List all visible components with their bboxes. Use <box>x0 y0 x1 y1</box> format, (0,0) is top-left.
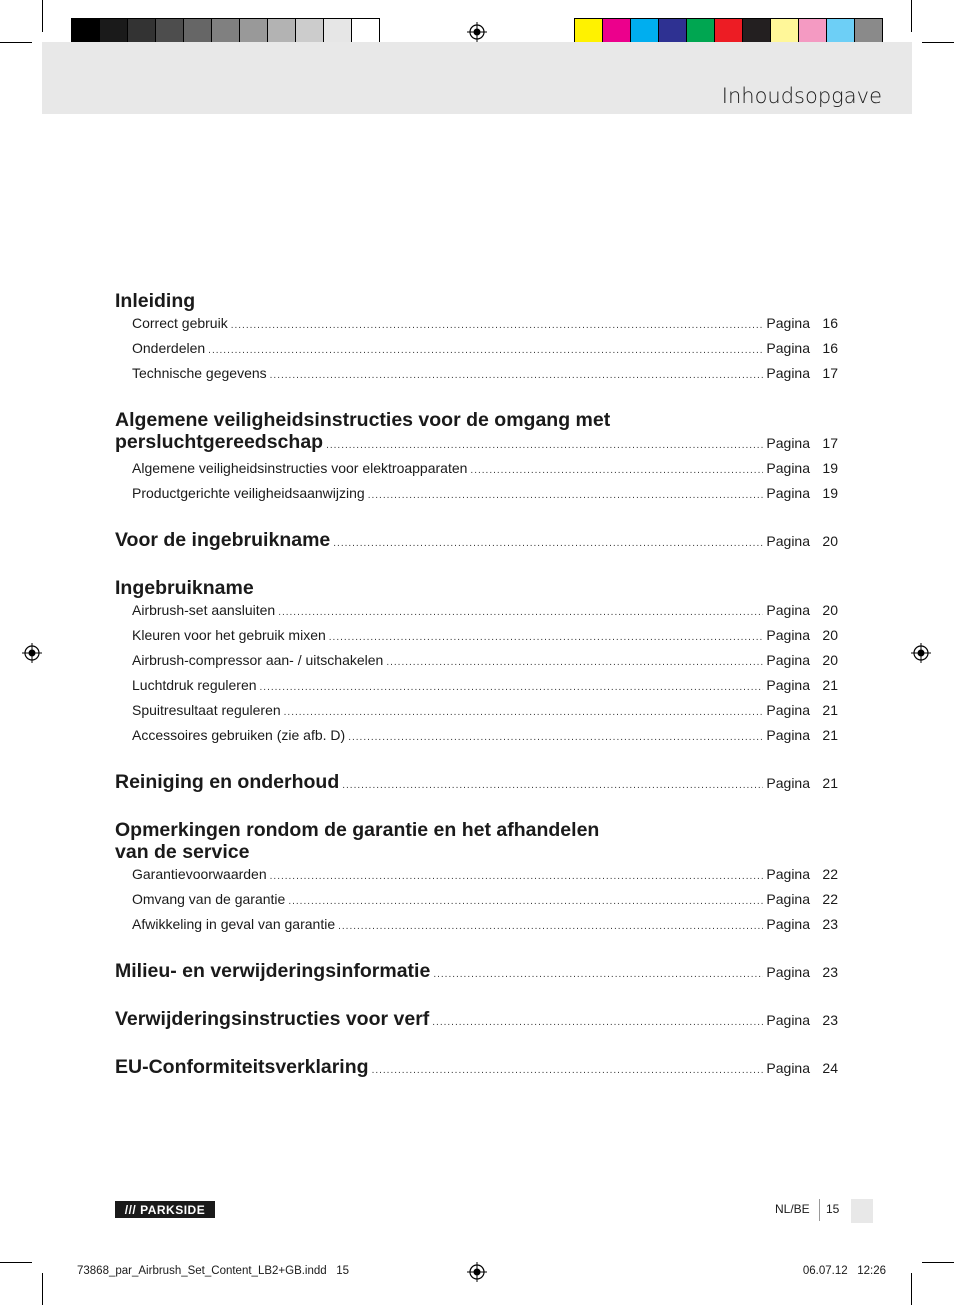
registration-mark-icon <box>911 643 931 663</box>
registration-mark-icon <box>22 643 42 663</box>
toc-entry[interactable] <box>115 913 838 938</box>
page-ref: 22 <box>822 891 838 907</box>
entry-label: Algemene veiligheidsinstructies voor elektroapparaten <box>132 460 468 476</box>
page-ref: 16 <box>822 340 838 356</box>
section-title: Verwijderingsinstructies voor verf <box>115 1008 430 1030</box>
toc-section <box>115 529 838 555</box>
section-title-entry[interactable] <box>115 1008 838 1034</box>
page-ref: 21 <box>822 727 838 743</box>
crop-mark <box>911 0 912 32</box>
leader-dots <box>333 533 763 555</box>
page-label: Pagina <box>766 1012 810 1028</box>
page-label: Pagina <box>766 916 810 932</box>
page-ref: 23 <box>822 964 838 980</box>
entry-label: Airbrush-compressor aan- / uitschakelen <box>132 652 384 668</box>
footer-tab <box>851 1199 873 1223</box>
page-ref: 23 <box>822 1012 838 1028</box>
leader-dots <box>348 727 763 749</box>
toc-entry[interactable] <box>115 624 838 649</box>
entry-label: Garantievoorwaarden <box>132 866 267 882</box>
page-ref: 16 <box>822 315 838 331</box>
page-ref: 20 <box>822 627 838 643</box>
section-title-entry[interactable] <box>115 960 838 986</box>
entry-label: Afwikkeling in geval van garantie <box>132 916 336 932</box>
page-ref: 22 <box>822 866 838 882</box>
toc-section <box>115 960 838 986</box>
crop-mark <box>0 42 32 43</box>
page-label: Pagina <box>766 677 810 693</box>
page-label: Pagina <box>766 775 810 791</box>
toc-entry[interactable] <box>115 863 838 888</box>
table-of-contents <box>115 290 838 1104</box>
toc-section <box>115 290 838 387</box>
leader-dots <box>326 435 763 457</box>
leader-dots <box>270 365 764 387</box>
slug-date: 06.07.12 12:26 <box>802 1265 886 1277</box>
section-title: Opmerkingen rondom de garantie en het afhandelen <box>115 819 600 841</box>
footer-divider <box>819 1199 820 1221</box>
toc-section <box>115 1008 838 1034</box>
entry-label: Kleuren voor het gebruik mixen <box>132 627 326 643</box>
toc-section <box>115 819 838 938</box>
leader-dots <box>386 652 763 674</box>
registration-mark-icon <box>467 22 487 42</box>
page-label: Pagina <box>766 315 810 331</box>
section-title: Voor de ingebruikname <box>115 529 331 551</box>
entry-label: Onderdelen <box>132 340 206 356</box>
toc-entry[interactable] <box>115 599 838 624</box>
registration-mark-icon <box>467 1262 487 1282</box>
entry-label: Spuitresultaat reguleren <box>132 702 281 718</box>
leader-dots <box>329 627 764 649</box>
leader-dots <box>270 866 764 888</box>
page-ref: 20 <box>822 652 838 668</box>
page-label: Pagina <box>766 702 810 718</box>
leader-dots <box>208 340 763 362</box>
entry-label: Luchtdruk reguleren <box>132 677 257 693</box>
page-ref: 23 <box>822 916 838 932</box>
crop-mark <box>42 1273 43 1305</box>
page-label: Pagina <box>766 365 810 381</box>
page-label: Pagina <box>766 602 810 618</box>
entry-label: Correct gebruik <box>132 315 228 331</box>
section-title: Reiniging en onderhoud <box>115 771 340 793</box>
leader-dots <box>260 677 764 699</box>
page-number: 15 <box>826 1202 840 1216</box>
section-title: Inleiding <box>115 290 196 312</box>
section-title: EU-Conformiteitsverklaring <box>115 1056 369 1078</box>
page-label: Pagina <box>766 964 810 980</box>
page-label: Pagina <box>766 866 810 882</box>
toc-entry[interactable] <box>115 362 838 387</box>
page-label: Pagina <box>766 891 810 907</box>
toc-entry[interactable] <box>115 337 838 362</box>
page-ref: 19 <box>822 485 838 501</box>
section-title: Milieu- en verwijderingsinformatie <box>115 960 431 982</box>
leader-dots <box>284 702 764 724</box>
page-ref: 17 <box>822 435 838 451</box>
toc-section <box>115 409 838 507</box>
toc-entry[interactable] <box>115 457 838 482</box>
leader-dots <box>368 485 764 507</box>
crop-mark <box>922 1262 954 1263</box>
leader-dots <box>278 602 763 624</box>
page-ref: 21 <box>822 775 838 791</box>
section-title: Algemene veiligheidsinstructies voor de omgang met <box>115 409 611 431</box>
leader-dots <box>432 1012 763 1034</box>
language-code: NL/BE <box>775 1202 810 1216</box>
toc-entry[interactable] <box>115 482 838 507</box>
slug-filename: 73868_par_Airbrush_Set_Content_LB2+GB.indd 15 <box>77 1265 350 1277</box>
entry-label: Airbrush-set aansluiten <box>132 602 276 618</box>
toc-section <box>115 1056 838 1082</box>
section-title-entry[interactable] <box>115 1056 838 1082</box>
section-title: Ingebruikname <box>115 577 254 599</box>
toc-entry[interactable] <box>115 674 838 699</box>
page-ref: 20 <box>822 602 838 618</box>
entry-label: Accessoires gebruiken (zie afb. D) <box>132 727 346 743</box>
page-label: Pagina <box>766 485 810 501</box>
toc-entry[interactable] <box>115 649 838 674</box>
leader-dots <box>231 315 764 337</box>
page-ref: 17 <box>822 365 838 381</box>
page-ref: 19 <box>822 460 838 476</box>
leader-dots <box>342 775 763 797</box>
section-title: persluchtgereedschap <box>115 431 324 453</box>
toc-section <box>115 577 838 749</box>
toc-entry[interactable] <box>115 888 838 913</box>
page-ref: 20 <box>822 533 838 549</box>
page-label: Pagina <box>766 627 810 643</box>
page-ref: 24 <box>822 1060 838 1076</box>
page-label: Pagina <box>766 727 810 743</box>
section-title-entry[interactable] <box>115 529 838 555</box>
toc-entry[interactable] <box>115 699 838 724</box>
leader-dots <box>470 460 763 482</box>
crop-mark <box>911 1273 912 1305</box>
crop-mark <box>0 1262 32 1263</box>
page-label: Pagina <box>766 533 810 549</box>
page-label: Pagina <box>766 435 810 451</box>
page-label: Pagina <box>766 1060 810 1076</box>
entry-label: Technische gegevens <box>132 365 267 381</box>
page-label: Pagina <box>766 460 810 476</box>
page-label: Pagina <box>766 652 810 668</box>
leader-dots <box>433 964 763 986</box>
entry-label: Productgerichte veiligheidsaanwijzing <box>132 485 365 501</box>
leader-dots <box>288 891 763 913</box>
entry-label: Omvang van de garantie <box>132 891 286 907</box>
toc-entry[interactable] <box>115 724 838 749</box>
leader-dots <box>338 916 763 938</box>
page-ref: 21 <box>822 677 838 693</box>
page-ref: 21 <box>822 702 838 718</box>
crop-mark <box>922 42 954 43</box>
page-label: Pagina <box>766 340 810 356</box>
leader-dots <box>372 1060 764 1082</box>
section-title-entry[interactable] <box>115 771 838 797</box>
page-title: Inhoudsopgave <box>721 84 882 108</box>
parkside-logo: /// PARKSIDE <box>115 1201 215 1218</box>
crop-mark <box>42 0 43 32</box>
toc-entry[interactable] <box>115 312 838 337</box>
section-title: van de service <box>115 841 250 863</box>
section-title-entry[interactable] <box>115 431 838 457</box>
toc-section <box>115 771 838 797</box>
